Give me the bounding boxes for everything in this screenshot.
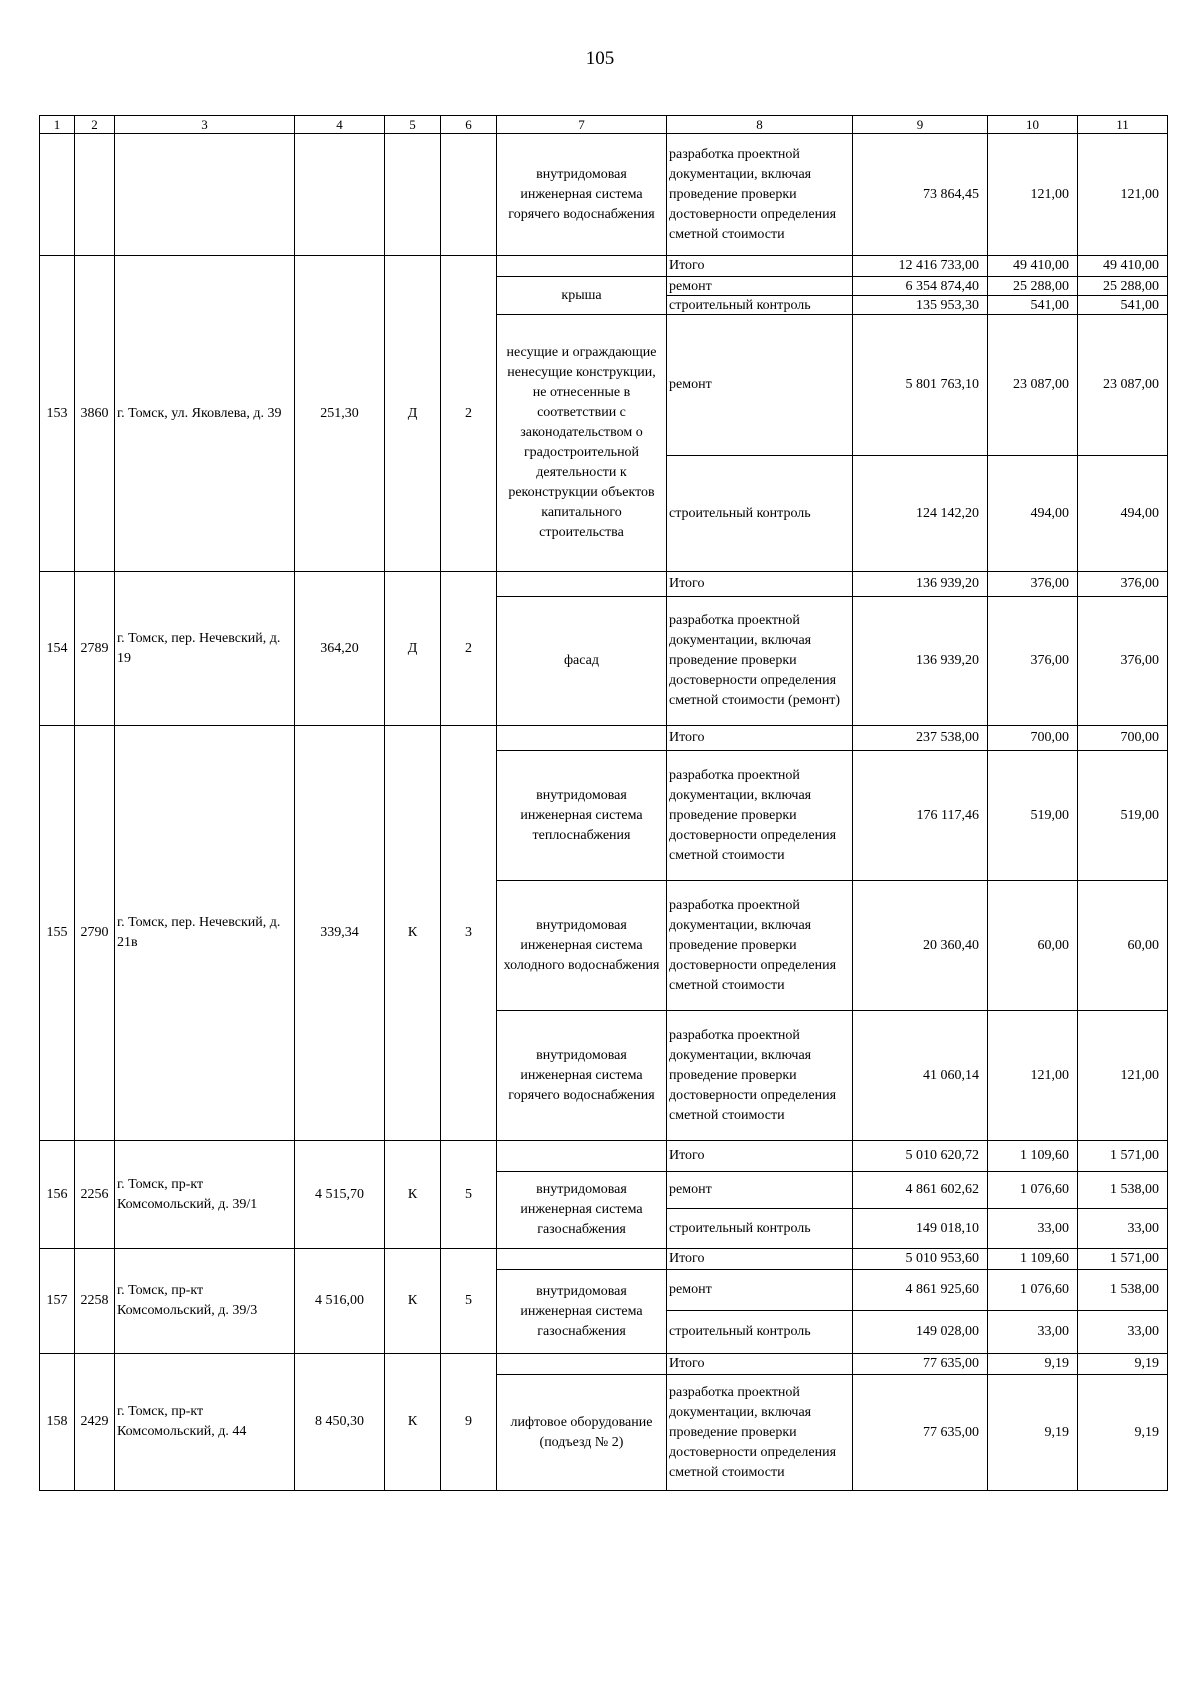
value-col11: 1 571,00 [1078, 1141, 1168, 1172]
element-name: фасад [497, 597, 667, 726]
value-col11: 376,00 [1078, 572, 1168, 597]
wall-type: Д [385, 256, 441, 572]
value-col11: 1 538,00 [1078, 1172, 1168, 1209]
work-type: разработка проектной документации, включая проведение проверки достоверности определения сметной стоимости [667, 1011, 853, 1141]
address: г. Томск, пр-кт Комсомольский, д. 39/3 [115, 1249, 295, 1354]
value-col10: 1 076,60 [988, 1270, 1078, 1311]
value-col10: 376,00 [988, 597, 1078, 726]
total-area: 339,34 [295, 726, 385, 1141]
capital-repair-table [39, 115, 1168, 1491]
floors: 9 [441, 1354, 497, 1491]
work-type: разработка проектной документации, включая проведение проверки достоверности определения сметной стоимости [667, 134, 853, 256]
cost-value: 136 939,20 [853, 572, 988, 597]
value-col11: 9,19 [1078, 1354, 1168, 1375]
work-type: строительный контроль [667, 296, 853, 315]
total-area: 364,20 [295, 572, 385, 726]
floors: 2 [441, 572, 497, 726]
value-col10: 1 109,60 [988, 1141, 1078, 1172]
value-col10: 9,19 [988, 1375, 1078, 1491]
cost-value: 135 953,30 [853, 296, 988, 315]
row-number [40, 134, 75, 256]
column-number: 4 [295, 116, 385, 134]
value-col11: 33,00 [1078, 1311, 1168, 1354]
value-col11: 519,00 [1078, 751, 1168, 881]
value-col10: 33,00 [988, 1209, 1078, 1249]
column-number: 3 [115, 116, 295, 134]
house-code: 2789 [75, 572, 115, 726]
total-area: 251,30 [295, 256, 385, 572]
cost-value: 77 635,00 [853, 1354, 988, 1375]
total-label: Итого [667, 726, 853, 751]
value-col10: 519,00 [988, 751, 1078, 881]
element-cell [497, 726, 667, 751]
row-number: 158 [40, 1354, 75, 1491]
table-row [40, 134, 1168, 256]
value-col11: 700,00 [1078, 726, 1168, 751]
cost-value: 77 635,00 [853, 1375, 988, 1491]
work-type: ремонт [667, 1270, 853, 1311]
table-row [40, 1354, 1168, 1375]
column-numbers-row [40, 116, 1168, 134]
value-col10: 121,00 [988, 1011, 1078, 1141]
value-col10: 49 410,00 [988, 256, 1078, 277]
cost-value: 5 010 620,72 [853, 1141, 988, 1172]
table-body [40, 116, 1168, 1491]
address: г. Томск, пер. Нечевский, д. 21в [115, 726, 295, 1141]
cost-value: 20 360,40 [853, 881, 988, 1011]
work-type: строительный контроль [667, 1209, 853, 1249]
value-col10: 23 087,00 [988, 315, 1078, 456]
value-col11: 541,00 [1078, 296, 1168, 315]
floors [441, 134, 497, 256]
value-col10: 121,00 [988, 134, 1078, 256]
column-number: 7 [497, 116, 667, 134]
address [115, 134, 295, 256]
column-number: 5 [385, 116, 441, 134]
element-cell [497, 1141, 667, 1172]
floors: 3 [441, 726, 497, 1141]
value-col11: 23 087,00 [1078, 315, 1168, 456]
table-row [40, 1141, 1168, 1172]
work-type: ремонт [667, 315, 853, 456]
value-col11: 376,00 [1078, 597, 1168, 726]
column-number: 10 [988, 116, 1078, 134]
work-type: разработка проектной документации, включая проведение проверки достоверности определения сметной стоимости [667, 1375, 853, 1491]
wall-type [385, 134, 441, 256]
address: г. Томск, пер. Нечевский, д. 19 [115, 572, 295, 726]
wall-type: К [385, 726, 441, 1141]
element-name: внутридомовая инженерная система горячего водоснабжения [497, 134, 667, 256]
element-name: внутридомовая инженерная система теплоснабжения [497, 751, 667, 881]
cost-value: 73 864,45 [853, 134, 988, 256]
address: г. Томск, ул. Яковлева, д. 39 [115, 256, 295, 572]
column-number: 1 [40, 116, 75, 134]
wall-type: Д [385, 572, 441, 726]
wall-type: К [385, 1141, 441, 1249]
table-row [40, 256, 1168, 277]
address: г. Томск, пр-кт Комсомольский, д. 44 [115, 1354, 295, 1491]
column-number: 11 [1078, 116, 1168, 134]
cost-value: 136 939,20 [853, 597, 988, 726]
element-name: несущие и ограждающие ненесущие конструкции, не отнесенные в соответствии с законодательством о градостроительной деятельности к реконструкции объектов капитального строительства [497, 315, 667, 572]
value-col11: 33,00 [1078, 1209, 1168, 1249]
house-code: 3860 [75, 256, 115, 572]
cost-value: 4 861 602,62 [853, 1172, 988, 1209]
value-col10: 25 288,00 [988, 277, 1078, 296]
value-col11: 1 571,00 [1078, 1249, 1168, 1270]
value-col11: 1 538,00 [1078, 1270, 1168, 1311]
column-number: 8 [667, 116, 853, 134]
work-type: разработка проектной документации, включая проведение проверки достоверности определения сметной стоимости [667, 751, 853, 881]
total-area: 4 516,00 [295, 1249, 385, 1354]
total-label: Итого [667, 1141, 853, 1172]
work-type: ремонт [667, 277, 853, 296]
value-col10: 541,00 [988, 296, 1078, 315]
cost-value: 124 142,20 [853, 456, 988, 572]
work-type: ремонт [667, 1172, 853, 1209]
work-type: разработка проектной документации, включая проведение проверки достоверности определения сметной стоимости (ремонт) [667, 597, 853, 726]
total-area: 4 515,70 [295, 1141, 385, 1249]
element-name: внутридомовая инженерная система газоснабжения [497, 1172, 667, 1249]
house-code: 2429 [75, 1354, 115, 1491]
table-row [40, 726, 1168, 751]
cost-value: 149 018,10 [853, 1209, 988, 1249]
cost-value: 41 060,14 [853, 1011, 988, 1141]
value-col11: 25 288,00 [1078, 277, 1168, 296]
row-number: 155 [40, 726, 75, 1141]
house-code: 2790 [75, 726, 115, 1141]
value-col10: 1 109,60 [988, 1249, 1078, 1270]
element-cell [497, 572, 667, 597]
value-col10: 700,00 [988, 726, 1078, 751]
floors: 5 [441, 1141, 497, 1249]
cost-value: 4 861 925,60 [853, 1270, 988, 1311]
column-number: 9 [853, 116, 988, 134]
cost-value: 237 538,00 [853, 726, 988, 751]
total-area: 8 450,30 [295, 1354, 385, 1491]
element-name: внутридомовая инженерная система газоснабжения [497, 1270, 667, 1354]
value-col10: 494,00 [988, 456, 1078, 572]
row-number: 156 [40, 1141, 75, 1249]
wall-type: К [385, 1249, 441, 1354]
column-number: 6 [441, 116, 497, 134]
cost-value: 149 028,00 [853, 1311, 988, 1354]
house-code: 2258 [75, 1249, 115, 1354]
element-cell [497, 1249, 667, 1270]
cost-value: 6 354 874,40 [853, 277, 988, 296]
row-number: 154 [40, 572, 75, 726]
value-col11: 9,19 [1078, 1375, 1168, 1491]
value-col11: 494,00 [1078, 456, 1168, 572]
value-col10: 33,00 [988, 1311, 1078, 1354]
element-name: внутридомовая инженерная система горячего водоснабжения [497, 1011, 667, 1141]
cost-value: 12 416 733,00 [853, 256, 988, 277]
address: г. Томск, пр-кт Комсомольский, д. 39/1 [115, 1141, 295, 1249]
total-label: Итого [667, 1354, 853, 1375]
value-col11: 121,00 [1078, 134, 1168, 256]
work-type: разработка проектной документации, включая проведение проверки достоверности определения сметной стоимости [667, 881, 853, 1011]
total-label: Итого [667, 572, 853, 597]
floors: 5 [441, 1249, 497, 1354]
element-name: крыша [497, 277, 667, 315]
total-area [295, 134, 385, 256]
row-number: 157 [40, 1249, 75, 1354]
house-code: 2256 [75, 1141, 115, 1249]
floors: 2 [441, 256, 497, 572]
row-number: 153 [40, 256, 75, 572]
column-number: 2 [75, 116, 115, 134]
value-col10: 376,00 [988, 572, 1078, 597]
value-col10: 1 076,60 [988, 1172, 1078, 1209]
total-label: Итого [667, 256, 853, 277]
element-cell [497, 256, 667, 277]
table-row [40, 572, 1168, 597]
value-col11: 60,00 [1078, 881, 1168, 1011]
wall-type: К [385, 1354, 441, 1491]
page-number: 105 [585, 48, 615, 69]
house-code [75, 134, 115, 256]
element-name: внутридомовая инженерная система холодного водоснабжения [497, 881, 667, 1011]
total-label: Итого [667, 1249, 853, 1270]
element-name: лифтовое оборудование (подъезд № 2) [497, 1375, 667, 1491]
table-row [40, 1249, 1168, 1270]
element-cell [497, 1354, 667, 1375]
value-col10: 9,19 [988, 1354, 1078, 1375]
value-col10: 60,00 [988, 881, 1078, 1011]
cost-value: 176 117,46 [853, 751, 988, 881]
cost-value: 5 010 953,60 [853, 1249, 988, 1270]
work-type: строительный контроль [667, 456, 853, 572]
value-col11: 49 410,00 [1078, 256, 1168, 277]
work-type: строительный контроль [667, 1311, 853, 1354]
value-col11: 121,00 [1078, 1011, 1168, 1141]
cost-value: 5 801 763,10 [853, 315, 988, 456]
